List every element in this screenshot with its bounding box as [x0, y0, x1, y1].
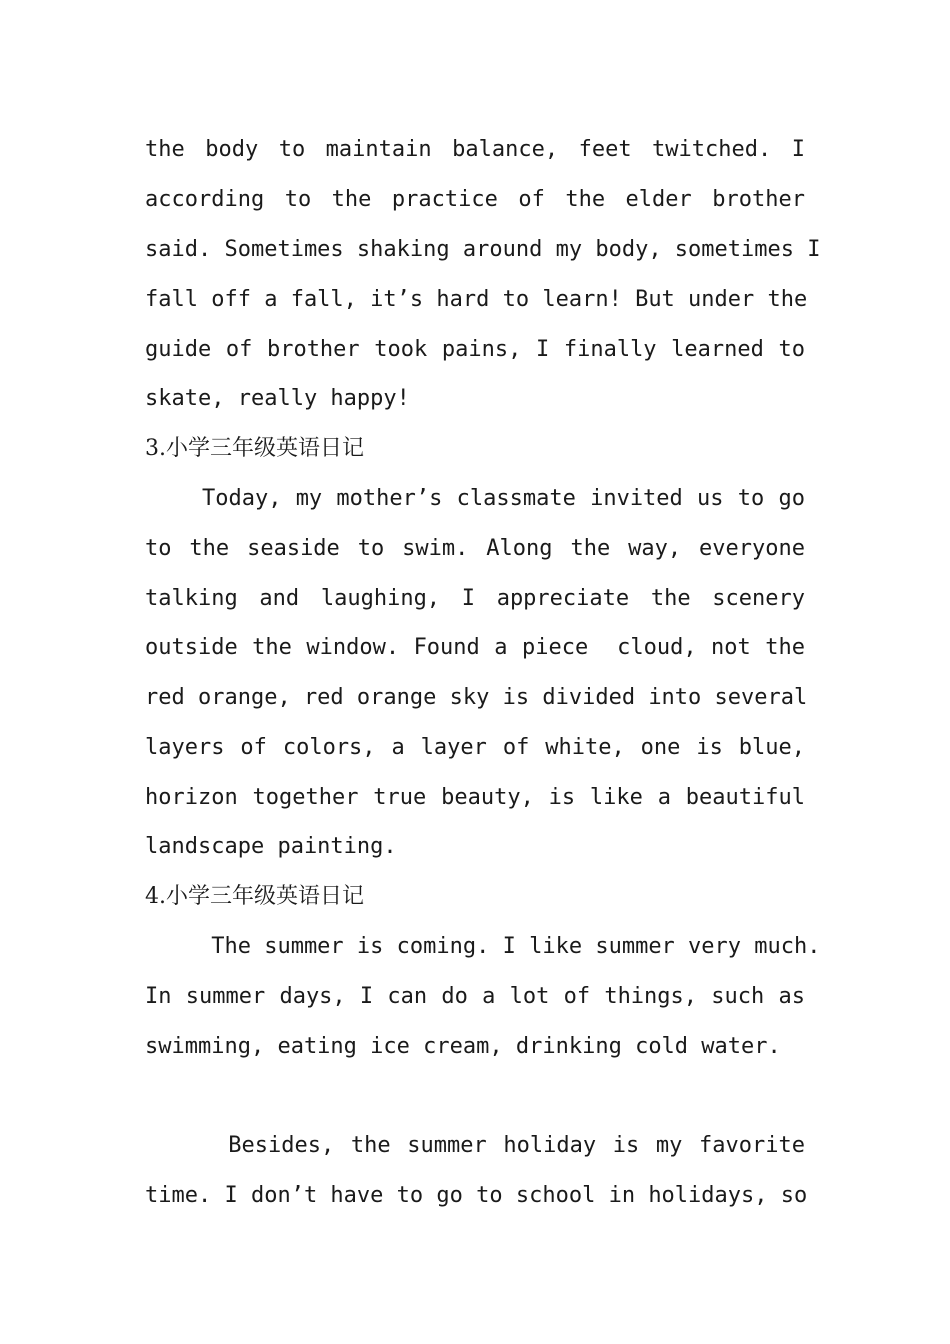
paragraph-line: layers of colors, a layer of white, one is blue,: [145, 735, 805, 760]
section-heading: 4.小学三年级英语日记: [145, 884, 364, 909]
paragraph-line: fall off a fall, it’s hard to learn! But under the: [145, 287, 808, 312]
section-heading: 3.小学三年级英语日记: [145, 436, 364, 461]
paragraph-line: to the seaside to swim. Along the way, everyone: [145, 536, 805, 561]
paragraph-line: guide of brother took pains, I finally learned to: [145, 337, 805, 362]
paragraph-line: Besides, the summer holiday is my favorite: [145, 1133, 805, 1158]
paragraph-line: horizon together true beauty, is like a beautiful: [145, 785, 805, 810]
paragraph-line: Today, my mother’s classmate invited us to go: [145, 486, 805, 511]
paragraph-line: landscape painting.: [145, 834, 397, 859]
paragraph-line: In summer days, I can do a lot of things, such as: [145, 984, 805, 1009]
paragraph-line: outside the window. Found a piece cloud, not the: [145, 635, 805, 660]
paragraph-line: red orange, red orange sky is divided into several: [145, 685, 808, 710]
paragraph-line: swimming, eating ice cream, drinking cold water.: [145, 1034, 781, 1059]
paragraph-line: according to the practice of the elder brother: [145, 187, 805, 212]
paragraph-line: skate, really happy!: [145, 386, 410, 411]
paragraph-line: the body to maintain balance, feet twitched. I: [145, 137, 805, 162]
paragraph-line: The summer is coming. I like summer very much.: [145, 934, 821, 959]
paragraph-line: talking and laughing, I appreciate the scenery: [145, 586, 805, 611]
paragraph-line: said. Sometimes shaking around my body, sometimes I: [145, 237, 821, 262]
paragraph-line: time. I don’t have to go to school in holidays, so: [145, 1183, 808, 1208]
